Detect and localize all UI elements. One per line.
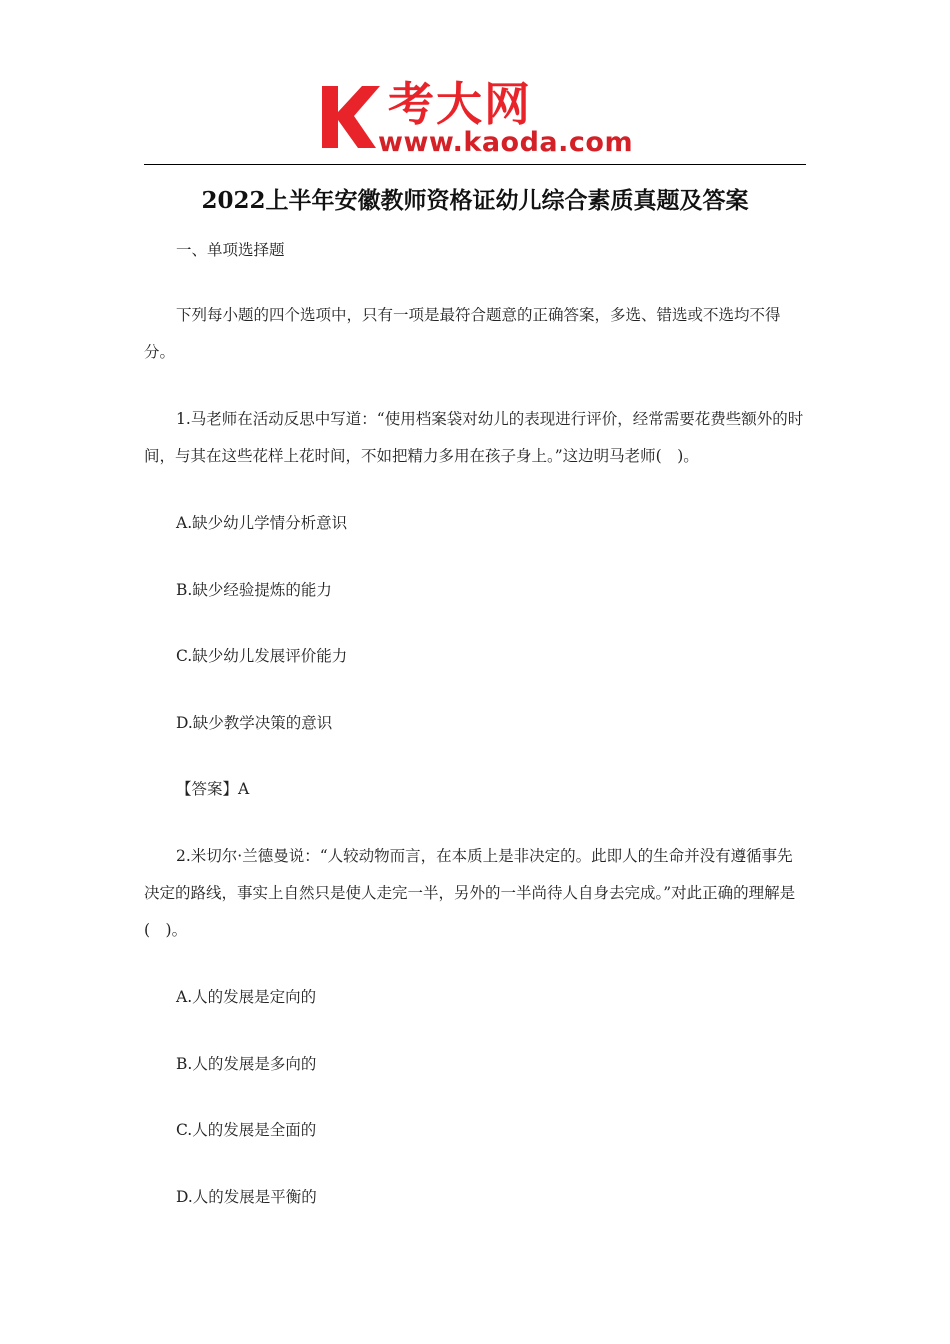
question-1-option-c: C.缺少幼儿发展评价能力: [176, 647, 348, 665]
question-2-option-a: A.人的发展是定向的: [176, 988, 317, 1006]
question-1-option-a: A.缺少幼儿学情分析意识: [176, 514, 348, 532]
question-2-option-b: B.人的发展是多向的: [176, 1055, 317, 1073]
question-2-option-d: D.人的发展是平衡的: [176, 1188, 317, 1206]
header-divider: [144, 164, 806, 165]
question-2-option-c: C.人的发展是全面的: [176, 1121, 317, 1139]
section-heading: 一、单项选择题: [176, 241, 285, 259]
question-1-option-d: D.缺少教学决策的意识: [176, 714, 333, 732]
document-title: 2022上半年安徽教师资格证幼儿综合素质真题及答案: [201, 187, 749, 214]
kaoda-logo: [318, 78, 638, 158]
question-2-stem: 2.米切尔·兰德曼说：“人较动物而言，在本质上是非决定的。此即人的生命并没有遵循事先决定的路线，事实上自然只是使人走完一半，另外的一半尚待人自身去完成。”对此正确的理解是( )。: [144, 847, 796, 939]
instructions-paragraph: 下列每小题的四个选项中，只有一项是最符合题意的正确答案，多选、错选或不选均不得分。: [144, 306, 781, 361]
question-1-stem: 1.马老师在活动反思中写道：“使用档案袋对幼儿的表现进行评价，经常需要花费些额外的时间，与其在这些花样上花时间，不如把精力多用在孩子身上。”这边明马老师( )。: [144, 410, 804, 465]
logo-chinese-name: 考大网: [388, 77, 532, 131]
question-1-answer: 【答案】A: [176, 780, 250, 798]
logo-url: www.kaoda.com: [378, 127, 634, 158]
question-1-option-b: B.缺少经验提炼的能力: [176, 581, 332, 599]
kaoda-k-logo-icon: [318, 82, 384, 152]
